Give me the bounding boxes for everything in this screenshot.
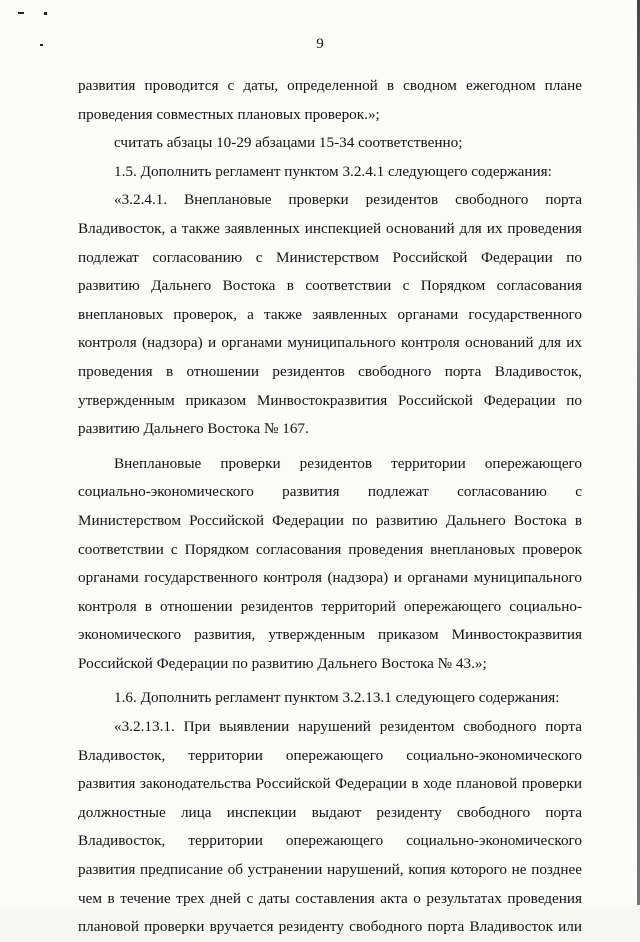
document-body [78,72,582,942]
text-line: «3.2.13.1. При выявлении нарушений резидентом свободного порта [114,718,582,736]
text-line: Российской Федерации по развитию Дальнего Востока № 43.»; [78,654,487,672]
text-line: считать абзацы 10-29 абзацами 15-34 соответственно; [114,134,463,152]
text-line: Владивосток, территории опережающего социально-экономического [78,832,582,850]
text-line: 1.6. Дополнить регламент пунктом 3.2.13.1 следующего содержания: [114,689,560,707]
text-line: «3.2.4.1. Внеплановые проверки резидентов свободного порта [114,191,582,209]
text-line: развития предписание об устранении нарушений, копия которого не позднее [78,861,582,879]
text-line: Министерством Российской Федерации по развитию Дальнего Востока в [78,511,582,529]
text-line: развития проводится с даты, определенной в сводном ежегодном плане [78,77,582,94]
text-line: социально-экономического развития подлежат согласованию с [78,483,582,501]
text-line: проведения совместных плановых проверок.»; [78,105,380,123]
text-line: чем в течение трех дней с даты составления акта о результатах проведения [78,889,582,907]
text-line: утвержденным приказом Минвостокразвития Российской Федерации по [78,391,582,409]
text-line: внеплановых проверок, а также заявленных органами государственного [78,305,582,323]
text-line: плановой проверки вручается резиденту свободного порта Владивосток или [78,918,582,936]
page-number: 9 [316,36,324,52]
text-line: развитию Дальнего Востока в соответствии с Порядком согласования [78,277,582,295]
text-line: должностные лица инспекции выдают резиденту свободного порта [78,803,582,821]
scan-artifact [44,12,47,15]
text-line: Владивосток, территории опережающего социально-экономического [78,746,582,764]
text-line: Владивосток, а также заявленных инспекцией оснований для их проведения [78,219,582,237]
text-line: органами государственного контроля (надзора) и органами муниципального [78,569,582,587]
text-line: проведения в отношении резидентов свободного порта Владивосток, [78,362,582,380]
text-line: экономического развития, утвержденным приказом Минвостокразвития [78,626,582,644]
text-line: контроля (надзора) и органами муниципального контроля оснований для их [78,334,582,352]
text-line: контроля в отношении резидентов территорий опережающего социально- [78,597,582,615]
text-line: Внеплановые проверки резидентов территории опережающего [114,454,582,472]
text-line: развитию Дальнего Востока № 167. [78,420,309,438]
scan-artifact [18,12,24,14]
text-line: подлежат согласованию с Министерством Российской Федерации по [78,248,582,266]
text-line: соответствии с Порядком согласования проведения внеплановых проверок [78,540,582,558]
text-line: 1.5. Дополнить регламент пунктом 3.2.4.1 следующего содержания: [114,162,552,180]
text-line: развития законодательства Российской Федерации в ходе плановой проверки [78,775,582,793]
